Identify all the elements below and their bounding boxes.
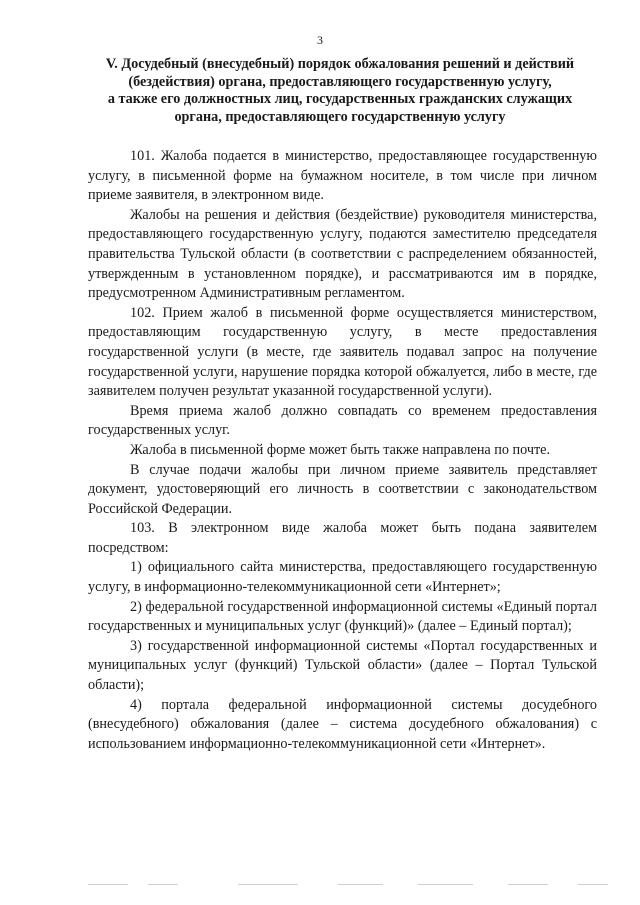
page-number: 3 <box>317 33 323 47</box>
paragraph: Жалоба в письменной форме может быть также направлена по почте. <box>130 441 551 458</box>
paragraph: 4) портала федеральной информационной системы досудебного (внесудебного) обжалования (далее – система досудебного обжалования) с использованием информационно-телекоммуникационной сети «Интернет». <box>88 696 597 752</box>
heading-line: а также его должностных лиц, государственных гражданских служащих <box>107 91 573 107</box>
paragraph: 103. В электронном виде жалоба может быть подана заявителем посредством: <box>88 520 597 556</box>
paragraph: 102. Прием жалоб в письменной форме осуществляется министерством, предоставляющим государственную услугу, в месте предоставления государственной услуги (в месте, где заявитель подавал запрос на получение государственной услуги, нарушение порядка которой обжалуется, либо в месте, где заявителем получен результат указанной государственной услуги). <box>88 304 597 400</box>
scan-artifact-line <box>88 884 608 890</box>
paragraph: 1) официального сайта министерства, предоставляющего государственную услугу, в информационно-телекоммуникационной сети «Интернет»; <box>88 559 597 596</box>
paragraph: Жалобы на решения и действия (бездействие) руководителя министерства, предоставляющего государственную услугу, подаются заместителю председателя правительства Тульской области (в соответствии с распределением обязанностей, утвержденным в установленном порядке), и рассматриваются им в порядке, предусмотренном Административным регламентом. <box>88 206 597 302</box>
paragraph: Время приема жалоб должно совпадать со временем предоставления государственных услуг. <box>88 402 597 439</box>
section-heading <box>80 56 600 126</box>
heading-line: органа, предоставляющего государственную услугу <box>174 108 506 125</box>
paragraph: В случае подачи жалобы при личном приеме заявитель представляет документ, удостоверяющий его личность в соответствии с законодательством Российской Федерации. <box>88 461 597 517</box>
heading-line: (бездействия) органа, предоставляющего государственную услугу, <box>128 73 552 90</box>
heading-line: V. Досудебный (внесудебный) порядок обжалования решений и действий <box>105 56 575 72</box>
document-body <box>88 147 597 754</box>
paragraph: 3) государственной информационной системы «Портал государственных и муниципальных услуг (функций) Тульской области» (далее – Портал Тульской области); <box>88 637 597 694</box>
paragraph: 2) федеральной государственной информационной системы «Единый портал государственных и муниципальных услуг (функций)» (далее – Единый портал); <box>88 598 597 635</box>
paragraph: 101. Жалоба подается в министерство, предоставляющее государственную услугу, в письменной форме на бумажном носителе, в том числе при личном приеме заявителя, в электронном виде. <box>88 148 597 204</box>
